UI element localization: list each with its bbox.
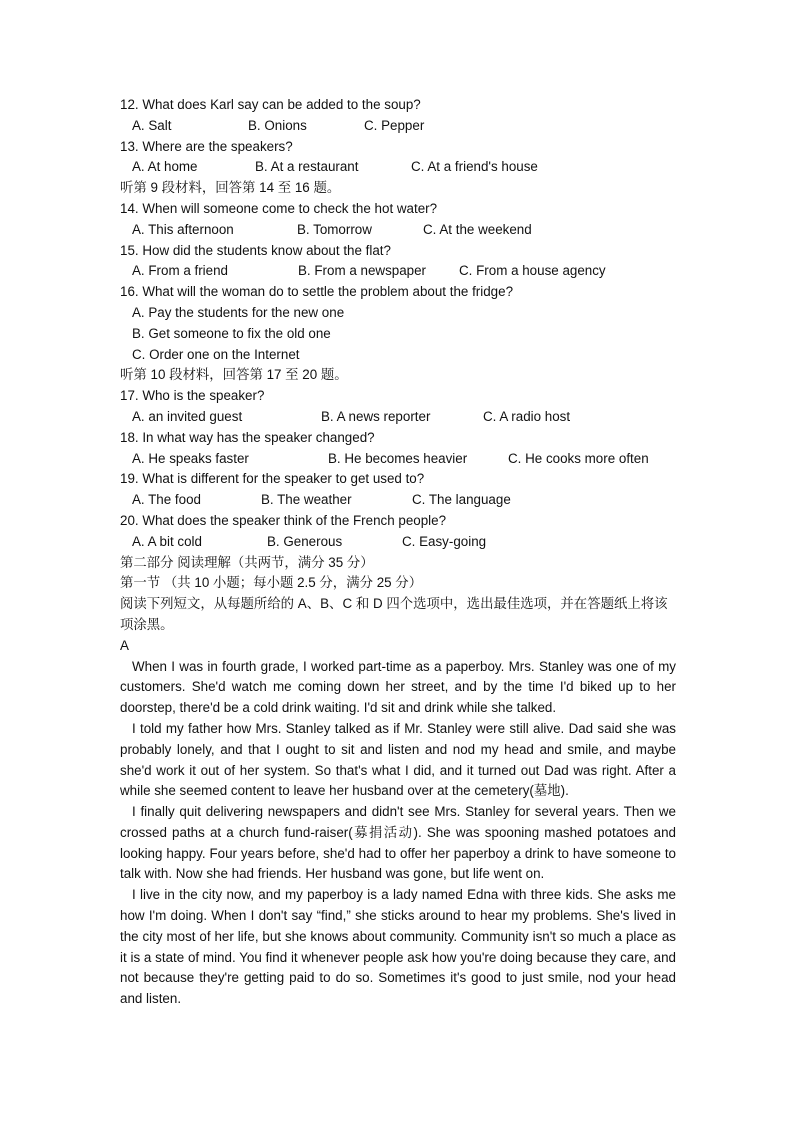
question-14: 14. When will someone come to check the hot water?	[120, 200, 438, 216]
option-c: C. From a house agency	[459, 263, 606, 279]
option-c: C. He cooks more often	[508, 450, 649, 466]
section-10-heading: 听第 10 段材料，回答第 17 至 20 题。	[120, 367, 348, 383]
passage-paragraph: I told my father how Mrs. Stanley talked as if Mr. Stanley were still alive. Dad said she was probably lonely, and that I ought to sit and listen and nod my head and smile, and maybe she'd work it out of her system. So that's what I did, and it turned out Dad was right. After a while she seemed content to leave her husband over at the cemetery(墓地).	[120, 720, 676, 799]
option-c: C. Order one on the Internet	[132, 346, 300, 362]
option-a: A. At home	[132, 159, 198, 175]
option-c: C. At a friend's house	[411, 159, 538, 175]
option-a: A. A bit cold	[132, 533, 202, 549]
option-a: A. From a friend	[132, 263, 228, 279]
option-a: A. an invited guest	[132, 408, 243, 424]
question-15: 15. How did the students know about the flat?	[120, 242, 391, 258]
option-a: A. This afternoon	[132, 221, 234, 237]
option-c: C. The language	[412, 492, 511, 508]
question-20: 20. What does the speaker think of the French people?	[120, 512, 447, 528]
option-c: C. A radio host	[483, 408, 571, 424]
question-12: 12. What does Karl say can be added to the soup?	[120, 97, 421, 112]
part-2-heading: 第二部分 阅读理解（共两节，满分 35 分）	[120, 554, 374, 570]
options-14	[120, 220, 676, 241]
option-a: A. Pay the students for the new one	[132, 304, 345, 320]
option-a: A. He speaks faster	[132, 450, 249, 466]
option-c: C. Pepper	[364, 117, 425, 133]
option-c: C. At the weekend	[423, 221, 532, 237]
options-18	[120, 449, 676, 470]
options-19	[120, 490, 676, 511]
options-13	[120, 157, 676, 178]
option-c: C. Easy-going	[402, 533, 487, 549]
option-b: B. Generous	[267, 533, 343, 549]
question-13: 13. Where are the speakers?	[120, 138, 293, 154]
options-17	[120, 407, 676, 428]
question-18: 18. In what way has the speaker changed?	[120, 429, 375, 445]
option-b: B. Get someone to fix the old one	[132, 325, 331, 341]
passage-paragraph: I finally quit delivering newspapers and didn't see Mrs. Stanley for several years. Then we crossed paths at a church fund-raiser(募捐活动). She was spooning mashed potatoes and looking happy. Four years before, she'd had to offer her paperboy a drink to have someone to talk with. Now she had friends. Her husband was gone, but life went on.	[120, 804, 676, 882]
passage-label: A	[120, 637, 129, 653]
question-17: 17. Who is the speaker?	[120, 388, 265, 404]
passage-paragraph: When I was in fourth grade, I worked part-time as a paperboy. Mrs. Stanley was one of my customers. She'd watch me coming down her street, and by the time I'd biked up to her doorstep, there'd be a cold drink waiting. I'd sit and drink while she talked.	[120, 658, 676, 716]
exam-page	[120, 95, 676, 1010]
option-b: B. Tomorrow	[297, 221, 372, 237]
option-b: B. A news reporter	[321, 408, 431, 424]
question-16: 16. What will the woman do to settle the problem about the fridge?	[120, 284, 514, 300]
section-1-heading: 第一节 （共 10 小题；每小题 2.5 分，满分 25 分）	[120, 575, 423, 591]
options-15	[120, 261, 676, 282]
section-9-heading: 听第 9 段材料，回答第 14 至 16 题。	[120, 180, 341, 196]
option-b: B. Onions	[248, 117, 307, 133]
question-19: 19. What is different for the speaker to get used to?	[120, 471, 425, 487]
option-b: B. At a restaurant	[255, 159, 359, 175]
options-12	[120, 116, 676, 137]
option-b: B. He becomes heavier	[328, 450, 468, 466]
option-a: A. The food	[132, 492, 201, 508]
option-b: B. From a newspaper	[298, 263, 427, 279]
passage-paragraph: I live in the city now, and my paperboy is a lady named Edna with three kids. She asks me how I'm doing. When I don't say “find,” she sticks around to hear my problems. She's lived in the city most of her life, but she knows about community. Community isn't so much a place as it is a state of mind. You find it whenever people ask how you're doing because they care, and not because they're getting paid to do so. Sometimes it's good to just smile, nod your head and listen.	[120, 887, 676, 1007]
option-b: B. The weather	[261, 492, 352, 508]
options-20	[120, 532, 676, 553]
option-a: A. Salt	[132, 117, 172, 133]
instructions: 阅读下列短文，从每题所给的 A、B、C 和 D 四个选项中，选出最佳选项，并在答题纸上将该项涂黑。	[120, 596, 668, 632]
